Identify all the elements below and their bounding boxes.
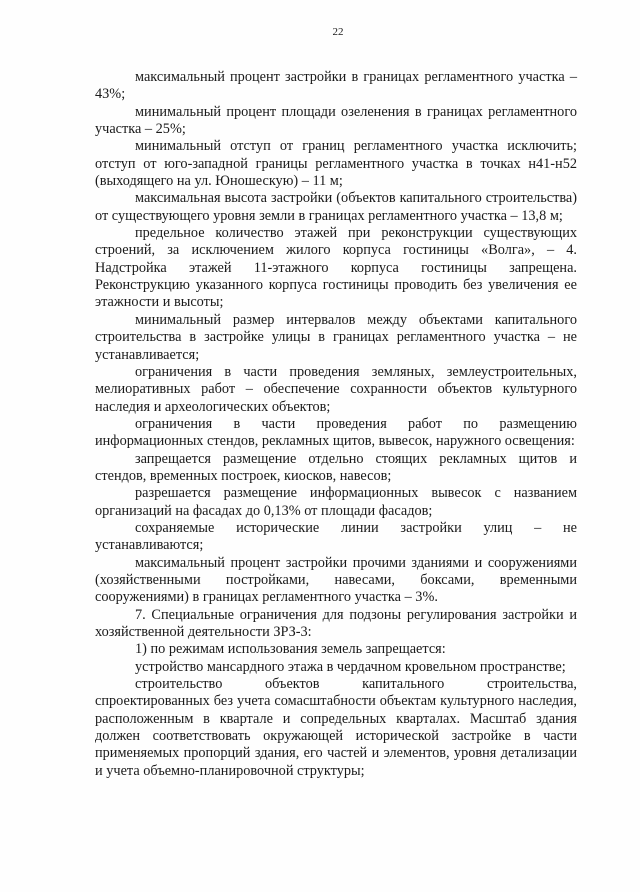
section-heading: 7. Специальные ограничения для подзоны регулирования застройки и хозяйственной деятельности ЗРЗ-3: <box>95 606 577 640</box>
paragraph: минимальный размер интервалов между объектами капитального строительства в застройке улицы в границах регламентного участка – не устанавливается; <box>95 311 577 363</box>
paragraph: строительство объектов капитального строительства, спроектированных без учета сомасштабности объектам культурного наследия, расположенным в квартале и сопредельных кварталах. Масштаб здания должен соответствовать окружающей исторической застройке в части применяемых пропорций здания, его частей и элементов, уровня детализации и учета объемно-планировочной структуры; <box>95 676 577 779</box>
document-body <box>95 69 577 780</box>
paragraph: минимальный отступ от границ регламентного участка исключить; отступ от юго-западной границы регламентного участка в точках н41-н52 (выходящего на ул. Юношескую) – 11 м; <box>95 138 577 190</box>
paragraph: ограничения в части проведения работ по размещению информационных стендов, рекламных щитов, вывесок, наружного освещения: <box>95 415 577 450</box>
paragraph: минимальный процент площади озеленения в границах регламентного участка – 25%; <box>95 103 577 138</box>
paragraph: максимальный процент застройки в границах регламентного участка – 43%; <box>95 69 577 103</box>
page-number: 22 <box>332 26 344 38</box>
paragraph: ограничения в части проведения земляных, землеустроительных, мелиоративных работ – обеспечение сохранности объектов культурного наследия и археологических объектов; <box>95 363 577 415</box>
paragraph: максимальный процент застройки прочими зданиями и сооружениями (хозяйственными постройками, навесами, боксами, временными сооружениями) в границах регламентного участка – 3%. <box>95 554 577 606</box>
paragraph: сохраняемые исторические линии застройки улиц – не устанавливаются; <box>95 519 577 554</box>
paragraph: максимальная высота застройки (объектов капитального строительства) от существующего уровня земли в границах регламентного участка – 13,8 м; <box>95 190 577 224</box>
paragraph: разрешается размещение информационных вывесок с названием организаций на фасадах до 0,13% от площади фасадов; <box>95 485 577 519</box>
paragraph: предельное количество этажей при реконструкции существующих строений, за исключением жилого корпуса гостиницы «Волга», – 4. Надстройка этажей 11-этажного корпуса гостиницы запрещена. Реконструкцию указанного корпуса гостиницы проводить без увеличения ее этажности и высоты; <box>95 225 577 311</box>
paragraph: запрещается размещение отдельно стоящих рекламных щитов и стендов, временных построек, киосков, навесов; <box>95 450 577 484</box>
subsection-heading: 1) по режимам использования земель запрещается: <box>135 641 446 658</box>
paragraph: устройство мансардного этажа в чердачном кровельном пространстве; <box>135 658 566 675</box>
